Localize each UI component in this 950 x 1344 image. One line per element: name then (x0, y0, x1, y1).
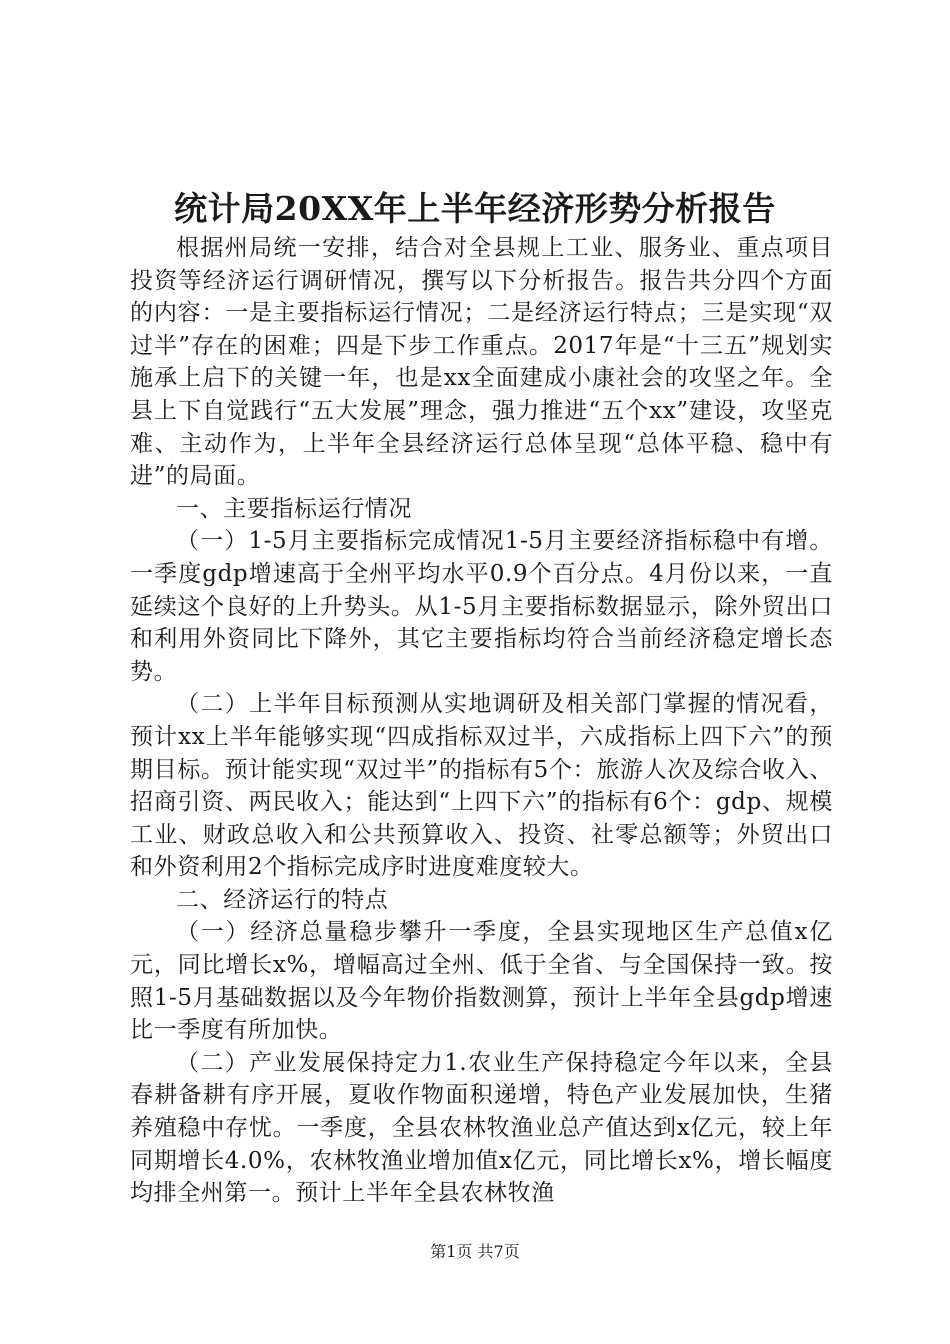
section-heading-2: 二、经济运行的特点 (176, 886, 389, 913)
paragraph-2-2: （二）产业发展保持定力1.农业生产保持稳定今年以来，全县春耕备耕有序开展，夏收作物面积递增，特色产业发展加快，生猪养殖稳中存忧。一季度，全县农林牧渔业总产值达到x亿元，较上年同期增长4.0%，农林牧渔业增加值x亿元，同比增长x%，增长幅度均排全州第一。预计上半年全县农林牧渔 (130, 1049, 833, 1207)
document-body (130, 232, 833, 1210)
paragraph-2-1: （一）经济总量稳步攀升一季度，全县实现地区生产总值x亿元，同比增长x%，增幅高过全州、低于全省、与全国保持一致。按照1-5月基础数据以及今年物价指数测算，预计上半年全县gdp增速比一季度有所加快。 (130, 919, 833, 1044)
paragraph-1-1: （一）1-5月主要指标完成情况1-5月主要经济指标稳中有增。一季度gdp增速高于全州平均水平0.9个百分点。4月份以来，一直延续这个良好的上升势头。从1-5月主要指标数据显示，除外贸出口和利用外资同比下降外，其它主要指标均符合当前经济稳定增长态势。 (130, 528, 833, 685)
intro-paragraph: 根据州局统一安排，结合对全县规上工业、服务业、重点项目投资等经济运行调研情况，撰写以下分析报告。报告共分四个方面的内容：一是主要指标运行情况；二是经济运行特点；三是实现“双过半”存在的困难；四是下步工作重点。2017年是“十三五”规划实施承上启下的关键一年，也是xx全面建成小康社会的攻坚之年。全县上下自觉践行“五大发展”理念，强力推进“五个xx”建设，攻坚克难、主动作为，上半年全县经济运行总体呈现“总体平稳、稳中有进”的局面。 (130, 235, 833, 490)
document-title: 统计局20XX年上半年经济形势分析报告 (174, 189, 776, 228)
section-heading-1: 一、主要指标运行情况 (176, 495, 412, 522)
page-footer: 第1页 共7页 (430, 1242, 520, 1261)
paragraph-1-2: （二）上半年目标预测从实地调研及相关部门掌握的情况看，预计xx上半年能够实现“四成指标双过半，六成指标上四下六”的预期目标。预计能实现“双过半”的指标有5个：旅游人次及综合收入、招商引资、两民收入；能达到“上四下六”的指标有6个：gdp、规模工业、财政总收入和公共预算收入、投资、社零总额等；外贸出口和外资利用2个指标完成序时进度难度较大。 (130, 691, 833, 881)
